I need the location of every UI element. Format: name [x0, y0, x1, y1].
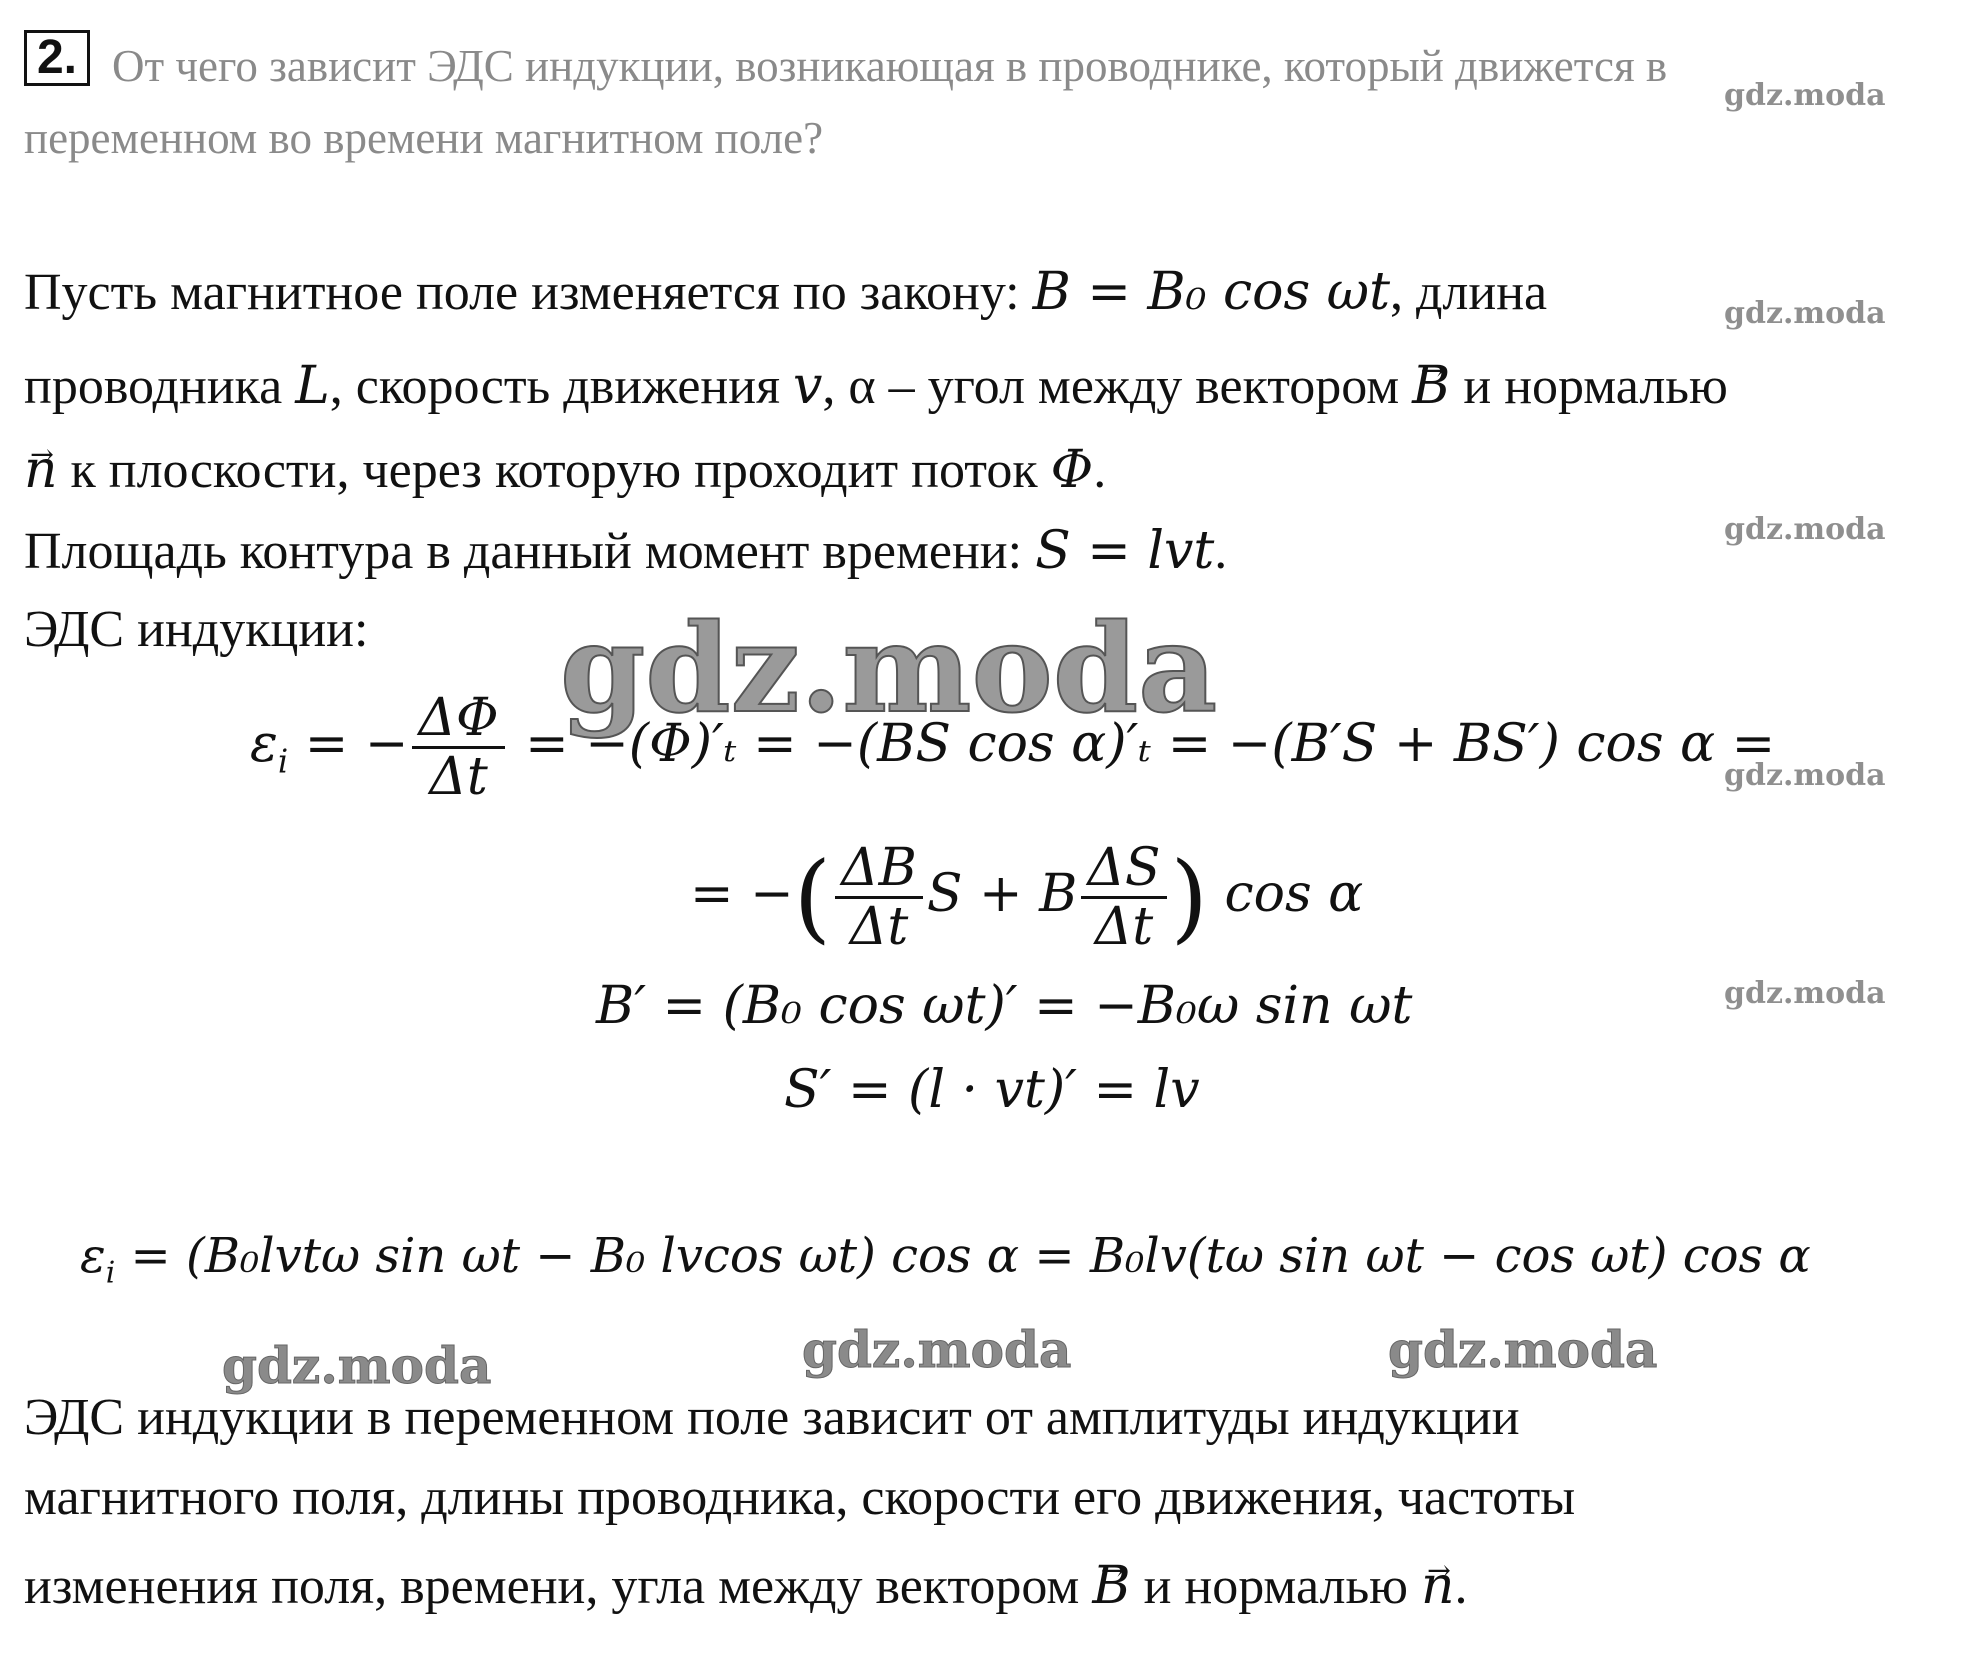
equation-s-derivative: S′ = (l · vt)′ = lv [784, 1060, 1200, 1120]
watermark: gdz.moda [1724, 78, 1886, 113]
watermark-large: gdz.moda [560, 596, 1218, 740]
solution-line-2: проводника L, скорость движения v, α – угол между вектором → B и нормалью [24, 356, 1728, 417]
equation-emf-expanded: = −( $\frac{\Delta B}{\Delta t}$ S + B $\frac{\Delta S}{\Delta t}$ ) cos α [690, 838, 1364, 957]
watermark: gdz.moda [1724, 296, 1886, 331]
conclusion-line-1: ЭДС индукции в переменном поле зависит от амплитуды индукции [24, 1389, 1520, 1446]
watermark: gdz.moda [1724, 976, 1886, 1011]
watermark: gdz.moda [1724, 758, 1886, 793]
watermark: gdz.moda [222, 1336, 492, 1395]
solution-line-5: ЭДС индукции: [24, 601, 369, 658]
vector-n: → n [24, 440, 58, 500]
watermark: gdz.moda [1388, 1320, 1658, 1379]
solution-line-4: Площадь контура в данный момент времени: S = lvt. [24, 521, 1228, 581]
question-number: 2. [24, 30, 90, 86]
fraction-db-dt: $\frac{\Delta B}{\Delta t}$ [835, 840, 923, 955]
formula-b-law: B = B₀ cos ωt [1032, 262, 1390, 322]
fraction-dphi-dt: $\frac{\Delta\Phi}{\Delta t}$ [412, 690, 504, 805]
watermark: gdz.moda [802, 1320, 1072, 1379]
equation-b-derivative: B′ = (B₀ cos ωt)′ = −B₀ω sin ωt [596, 976, 1413, 1036]
equation-emf: $\varepsilon_i$ = − $\frac{\Delta\Phi}{\Delta t}$ = −(Φ)′ₜ = −(BS cos α)′ₜ = −(B′S + BS′) cos α = [250, 688, 1776, 807]
question-text: От чего зависит ЭДС индукции, возникающая в проводнике, который движется в переменном во времени магнитном поле? [24, 41, 1668, 163]
formula-area: S = lvt [1035, 521, 1215, 581]
vector-n: → n [1421, 1556, 1455, 1616]
vector-b: → B [1092, 1556, 1130, 1616]
vector-b: → B [1412, 356, 1450, 416]
fraction-ds-dt: $\frac{\Delta S}{\Delta t}$ [1081, 840, 1166, 955]
conclusion-line-2: магнитного поля, длины проводника, скорости его движения, частоты [24, 1469, 1576, 1526]
equation-emf-final: $\varepsilon_i = (B_0lvt\omega$ sin ωt − B₀ lvcos ωt) cos α = B₀lv(tω sin ωt − cos ωt) cos α [80, 1228, 1811, 1291]
watermark: gdz.moda [1724, 512, 1886, 547]
conclusion-line-3: изменения поля, времени, угла между вектором → B и нормалью → n. [24, 1556, 1468, 1617]
solution-line-1: Пусть магнитное поле изменяется по закону: B = B₀ cos ωt, длина [24, 262, 1548, 322]
solution-line-3: → n к плоскости, через которую проходит поток Φ. [24, 440, 1106, 501]
